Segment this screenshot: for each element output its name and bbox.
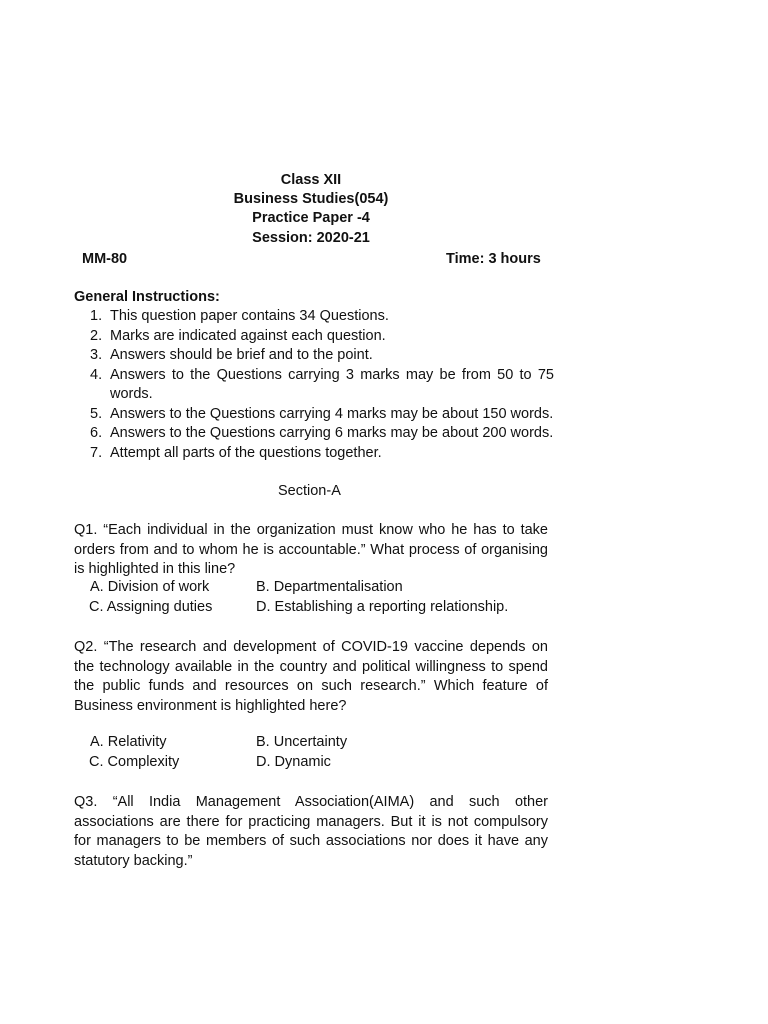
subject-title: Business Studies(054): [233, 191, 389, 207]
session-title: Session: 2020-21: [252, 230, 370, 246]
section-heading: Section-A: [278, 483, 341, 499]
q1-option-d: D. Establishing a reporting relationship.: [256, 599, 509, 615]
instructions-list: [74, 307, 554, 463]
instructions-heading: General Instructions:: [74, 289, 220, 305]
instruction-number: 4.: [90, 366, 103, 383]
instruction-text: Answers to the Questions carrying 4 marks may be about 150 words.: [110, 405, 554, 422]
question-2-text: Q2. “The research and development of COVID-19 vaccine depends on the technology available in the country and political willingness to spend the public funds and resources on such research.” Which feature of Business environment is highlighted here?: [74, 639, 548, 714]
time-allowed: Time: 3 hours: [446, 251, 541, 267]
instruction-item: [74, 307, 554, 327]
instruction-text: Answers to the Questions carrying 3 marks may be from 50 to 75 words.: [110, 366, 554, 402]
class-title: Class XII: [280, 172, 342, 188]
instruction-item: [74, 327, 554, 347]
instruction-text: Answers should be brief and to the point.: [110, 347, 373, 363]
instruction-item: [74, 424, 554, 444]
q1-option-b: B. Departmentalisation: [256, 579, 403, 595]
instruction-number: 3.: [90, 347, 103, 363]
q2-option-d: D. Dynamic: [256, 754, 331, 770]
q2-option-c: C. Complexity: [89, 754, 180, 770]
instruction-text: This question paper contains 34 Questions.: [110, 308, 389, 324]
question-3-text: Q3. “All India Management Association(AIMA) and such other associations are there for practicing managers. But it is not compulsory for managers to be members of such associations nor does it have any statutory backing.”: [74, 794, 548, 869]
instruction-text: Attempt all parts of the questions together.: [110, 444, 382, 461]
instruction-number: 2.: [90, 327, 103, 344]
instruction-item: [74, 405, 554, 425]
instruction-number: 1.: [90, 308, 103, 324]
instruction-item: [74, 346, 554, 366]
instruction-text: Answers to the Questions carrying 6 marks may be about 200 words.: [110, 425, 554, 441]
instruction-item: [74, 366, 554, 405]
q2-option-b: B. Uncertainty: [256, 734, 348, 750]
instruction-number: 7.: [90, 444, 103, 461]
paper-title: Practice Paper -4: [252, 210, 370, 226]
instruction-number: 6.: [90, 425, 103, 441]
q2-option-a: A. Relativity: [90, 734, 167, 750]
question-1-text: Q1. “Each individual in the organization must know who he has to take orders from and to whom he is accountable.” What process of organising is highlighted in this line?: [74, 522, 548, 577]
q1-option-c: C. Assigning duties: [89, 599, 213, 615]
instruction-number: 5.: [90, 405, 103, 422]
instruction-item: [74, 444, 554, 464]
q1-option-a: A. Division of work: [90, 579, 210, 595]
max-marks: MM-80: [82, 251, 128, 267]
instruction-text: Marks are indicated against each question.: [110, 327, 386, 344]
